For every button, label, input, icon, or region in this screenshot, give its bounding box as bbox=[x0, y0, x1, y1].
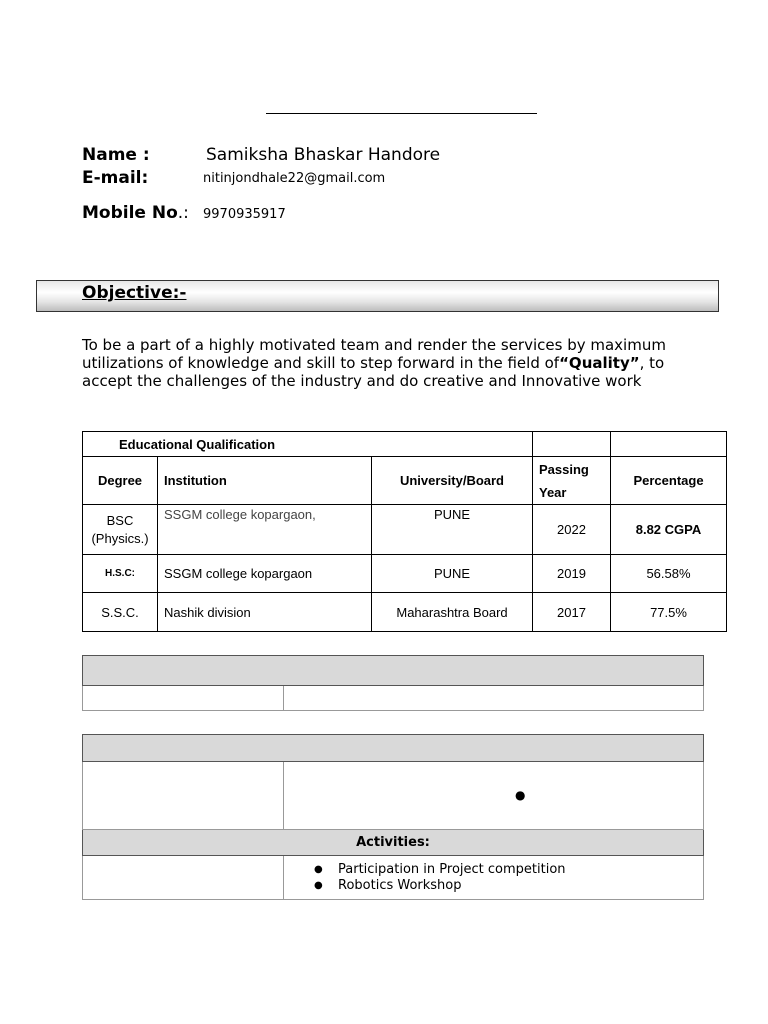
year-cell: 2019 bbox=[533, 555, 611, 593]
header-percentage: Percentage bbox=[611, 457, 727, 505]
section-header-bar bbox=[83, 735, 704, 762]
header-institution: Institution bbox=[158, 457, 372, 505]
email-value: nitinjondhale22@gmail.com bbox=[203, 171, 386, 186]
year-cell: 2017 bbox=[533, 593, 611, 632]
mobile-label bbox=[82, 203, 189, 223]
header-university: University/Board bbox=[372, 457, 533, 505]
board-cell: PUNE bbox=[372, 505, 533, 555]
empty-cell bbox=[83, 856, 284, 900]
degree-cell: S.S.C. bbox=[83, 593, 158, 632]
board-cell: PUNE bbox=[372, 555, 533, 593]
activities-section bbox=[82, 734, 704, 900]
objective-header-bar bbox=[36, 280, 719, 312]
activities-title: Activities: bbox=[83, 830, 704, 856]
education-table bbox=[82, 431, 727, 632]
percentage-cell: 77.5% bbox=[611, 593, 727, 632]
objective-text-part1: To be a part of a highly motivated team and render the services by maximum utilizations of knowledge and skill to step forward in the field of bbox=[82, 336, 666, 372]
empty-cell bbox=[284, 686, 704, 711]
header-degree: Degree bbox=[83, 457, 158, 505]
institution-cell: SSGM college kopargaon, bbox=[158, 505, 372, 555]
education-title: Educational Qualification bbox=[83, 432, 533, 457]
objective-text-part2: , to accept the challenges of the industry and do creative and Innovative work bbox=[82, 354, 665, 390]
header-passing-year: Passing Year bbox=[533, 457, 611, 505]
email-label: E-mail: bbox=[82, 168, 149, 188]
objective-text-bold: “Quality” bbox=[559, 354, 640, 372]
bullet-cell bbox=[284, 762, 704, 830]
activities-list bbox=[284, 862, 703, 894]
name-label: Name : bbox=[82, 145, 150, 165]
empty-cell bbox=[533, 432, 611, 457]
empty-cell bbox=[83, 686, 284, 711]
empty-section-1 bbox=[82, 655, 704, 711]
objective-text bbox=[82, 336, 682, 390]
name-value: Samiksha Bhaskar Handore bbox=[206, 145, 441, 165]
objective-title: Objective:- bbox=[82, 283, 187, 303]
bullet-icon: ● bbox=[515, 788, 526, 802]
activities-list-cell bbox=[284, 856, 704, 900]
section-header-bar bbox=[83, 656, 704, 686]
board-cell: Maharashtra Board bbox=[372, 593, 533, 632]
list-item: ● Participation in Project competition bbox=[314, 862, 703, 878]
empty-cell bbox=[611, 432, 727, 457]
table-row bbox=[83, 555, 727, 593]
mobile-label-text: Mobile No bbox=[82, 203, 178, 223]
percentage-cell: 8.82 CGPA bbox=[611, 505, 727, 555]
table-row bbox=[83, 505, 727, 555]
institution-cell: SSGM college kopargaon bbox=[158, 555, 372, 593]
table-row bbox=[83, 593, 727, 632]
percentage-cell: 56.58% bbox=[611, 555, 727, 593]
year-cell: 2022 bbox=[533, 505, 611, 555]
header-divider bbox=[266, 113, 537, 114]
empty-cell bbox=[83, 762, 284, 830]
list-item: ● Robotics Workshop bbox=[314, 878, 703, 894]
education-header-row bbox=[83, 457, 727, 505]
education-title-row bbox=[83, 432, 727, 457]
mobile-label-suffix: .: bbox=[177, 203, 189, 223]
mobile-value: 9970935917 bbox=[203, 207, 286, 222]
degree-cell: BSC (Physics.) bbox=[83, 505, 158, 555]
degree-cell: H.S.C: bbox=[83, 555, 158, 593]
institution-cell: Nashik division bbox=[158, 593, 372, 632]
